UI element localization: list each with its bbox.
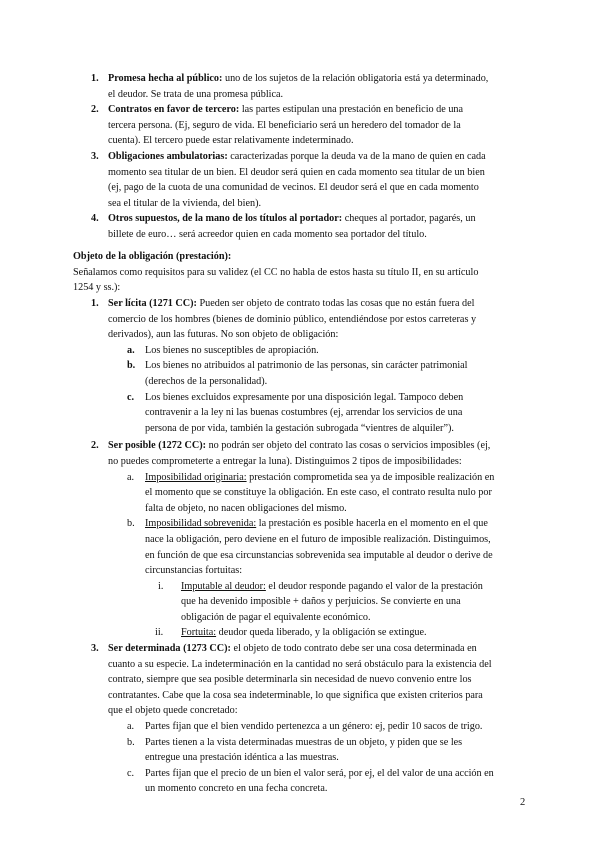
sub-marker: c. — [127, 767, 135, 779]
text-line: Pueden ser objeto de contrato todas las cosas que no están fuera del — [196, 298, 475, 309]
requirement-determinada — [0, 641, 600, 797]
text-line: billete de euro… será acreedor quien en cada momento sea portador del título. — [108, 228, 427, 240]
text-line: las partes estipulan una prestación en beneficio de una — [239, 104, 464, 116]
text-line: derivados), aun las futuras. No son objeto de obligación: — [108, 329, 339, 341]
roman-lead: Imputable al deudor: — [181, 580, 266, 592]
text-line: el deudor. Se trata de una promesa pública. — [108, 88, 284, 100]
text-line: la prestación es posible hacerla en el momento en el que — [256, 518, 488, 530]
text-line: el objeto de todo contrato debe ser una cosa determinada en — [230, 643, 477, 655]
list-marker: 1. — [91, 298, 99, 309]
text-line: no puedes comprometerte a entregar la luna). Distinguimos 2 tipos de imposibilidades: — [108, 455, 462, 467]
text-line: cheques al portador, pagarés, un — [342, 213, 476, 225]
text-line: obligación de pagar el equivalente económico. — [181, 611, 371, 623]
text-line: momento sea titular de un bien. El deudor será quien en cada momento sea titular de un bien — [108, 166, 485, 178]
text-line: (derechos de la personalidad). — [145, 375, 268, 387]
text-line: un momento concreto en una fecha concreta. — [145, 783, 328, 795]
item-lead: Otros supuestos, de la mano de los títulos al portador: — [108, 213, 343, 225]
intro-line: 1254 y ss.): — [73, 282, 121, 294]
text-line: uno de los sujetos de la relación obligatoria está ya determinado, — [222, 73, 489, 84]
sub-item — [0, 390, 600, 437]
item-lead: Promesa hecha al público: — [108, 73, 223, 84]
requirement-licita — [0, 296, 600, 436]
sub-marker: a. — [127, 344, 135, 356]
subject-indeterminacy-list — [0, 71, 600, 243]
item-lead: Ser posible (1272 CC): — [108, 440, 207, 452]
text-line: Partes fijan que el bien vendido pertenezca a un género: ej, pedir 10 sacos de trigo. — [145, 721, 483, 733]
list-item — [0, 71, 600, 102]
text-line: Partes fijan que el precio de un bien el valor será, por ej, el del valor de una acción en — [145, 767, 494, 779]
text-line: que ha devenido imposible + daños y perjuicios. Se convierte en una — [181, 596, 461, 608]
sub-lead: Imposibilidad sobrevenida: — [145, 518, 257, 530]
text-line: caracterizadas porque la deuda va de la mano de quien en cada — [227, 150, 486, 162]
sub-item — [0, 735, 600, 766]
sub-lead: Imposibilidad originaria: — [145, 471, 247, 483]
text-line: cuenta). El tercero puede estar relativamente indeterminado. — [108, 135, 354, 147]
sub-item — [0, 719, 600, 735]
text-line: no podrán ser objeto del contrato las cosas o servicios imposibles (ej, — [206, 440, 491, 452]
list-item — [0, 102, 600, 149]
text-line: contrato, siempre que sea posible determinarla sin necesidad de nuevo convenio entre los — [108, 674, 472, 686]
sub-item — [0, 343, 600, 359]
sub-item — [0, 470, 600, 517]
text-line: el deudor responde pagando el valor de la prestación — [265, 580, 483, 592]
text-line: Partes tienen a la vista determinadas muestras de un objeto, y piden que se les — [145, 736, 463, 748]
text-line: contravenir a la ley ni las buenas costumbres (ej, arrendar los servicios de una — [145, 407, 463, 419]
text-line: prestación comprometida sea ya de imposible realización en — [246, 471, 495, 483]
requirement-posible — [0, 438, 600, 641]
sub-item — [0, 516, 600, 578]
text-line: sea el titular de la vivienda, del bien). — [108, 197, 262, 209]
sub-marker: c. — [127, 391, 135, 403]
section-object — [0, 249, 600, 296]
list-marker: 2. — [91, 104, 99, 116]
text-line: tercera persona. (Ej, seguro de vida. El beneficiario será un heredero del tomador de la — [108, 119, 461, 131]
section-heading: Objeto de la obligación (prestación): — [73, 251, 232, 262]
text-line: Los bienes no susceptibles de apropiación. — [145, 344, 319, 356]
text-line: contratantes. Cabe que la cosa sea indeterminable, lo que significa que existen criterios para — [108, 689, 483, 701]
text-line: Los bienes no atribuidos al patrimonio de las personas, sin carácter patrimonial — [145, 360, 468, 372]
item-lead: Obligaciones ambulatorias: — [108, 150, 228, 162]
list-marker: 2. — [91, 440, 99, 452]
sub-marker: b. — [127, 736, 135, 748]
list-marker: 4. — [91, 213, 99, 225]
requirements-list — [0, 296, 600, 797]
text-line: que el objeto quede concretado: — [108, 705, 238, 717]
text-line: (ej, pago de la cuota de una comunidad de vecinos. El deudor será el que en cada momento — [108, 182, 479, 194]
text-line: el momento que se constituye la obligación. En este caso, el contrato resulta nulo por — [145, 487, 492, 499]
roman-marker: i. — [158, 580, 164, 592]
sub-marker: a. — [127, 471, 135, 483]
text-line: nace la obligación, pero deviene en el futuro de imposible realización. Distinguimos, — [145, 533, 491, 545]
text-line: deudor queda liberado, y la obligación se extingue. — [216, 627, 427, 639]
roman-lead: Fortuita: — [181, 627, 217, 639]
roman-item — [0, 579, 600, 626]
list-item — [0, 211, 600, 242]
list-marker: 3. — [91, 643, 99, 655]
text-line: en función de que esa circunstancias sobrevenida sea imputable al deudor o derive de — [145, 549, 493, 561]
text-line: Los bienes excluidos expresamente por una disposición legal. Tampoco deben — [145, 391, 464, 403]
list-marker: 1. — [91, 73, 99, 84]
list-item — [0, 149, 600, 211]
roman-marker: ii. — [155, 627, 164, 639]
list-marker: 3. — [91, 150, 99, 162]
item-lead: Contratos en favor de tercero: — [108, 104, 240, 116]
text-line: entregue una prestación idéntica a las muestras. — [145, 752, 339, 764]
item-lead: Ser determinada (1273 CC): — [108, 643, 231, 655]
text-line: circunstancias fortuitas: — [145, 565, 243, 577]
sub-item — [0, 358, 600, 389]
text-line: cuanto a su especie. La indeterminación en la cantidad no será obstáculo para la existencia del — [108, 658, 492, 670]
roman-item — [0, 625, 600, 641]
sub-item — [0, 766, 600, 797]
text-line: falta de objeto, no nacen obligaciones del mismo. — [145, 502, 347, 514]
sub-marker: b. — [127, 518, 135, 530]
text-line: comercio de los hombres (bienes de dominio público, entendiéndose por estos carreteras y — [108, 313, 477, 325]
intro-line: Señalamos como requisitos para su validez (el CC no habla de estos hasta su título II, en su artículo — [73, 266, 479, 278]
text-line: persona de por vida, también la gestación subrogada “vientres de alquiler”). — [145, 422, 454, 434]
sub-marker: a. — [127, 721, 135, 733]
page-number: 2 — [520, 797, 526, 808]
sub-marker: b. — [127, 360, 136, 372]
item-lead: Ser lícita (1271 CC): — [108, 298, 197, 309]
